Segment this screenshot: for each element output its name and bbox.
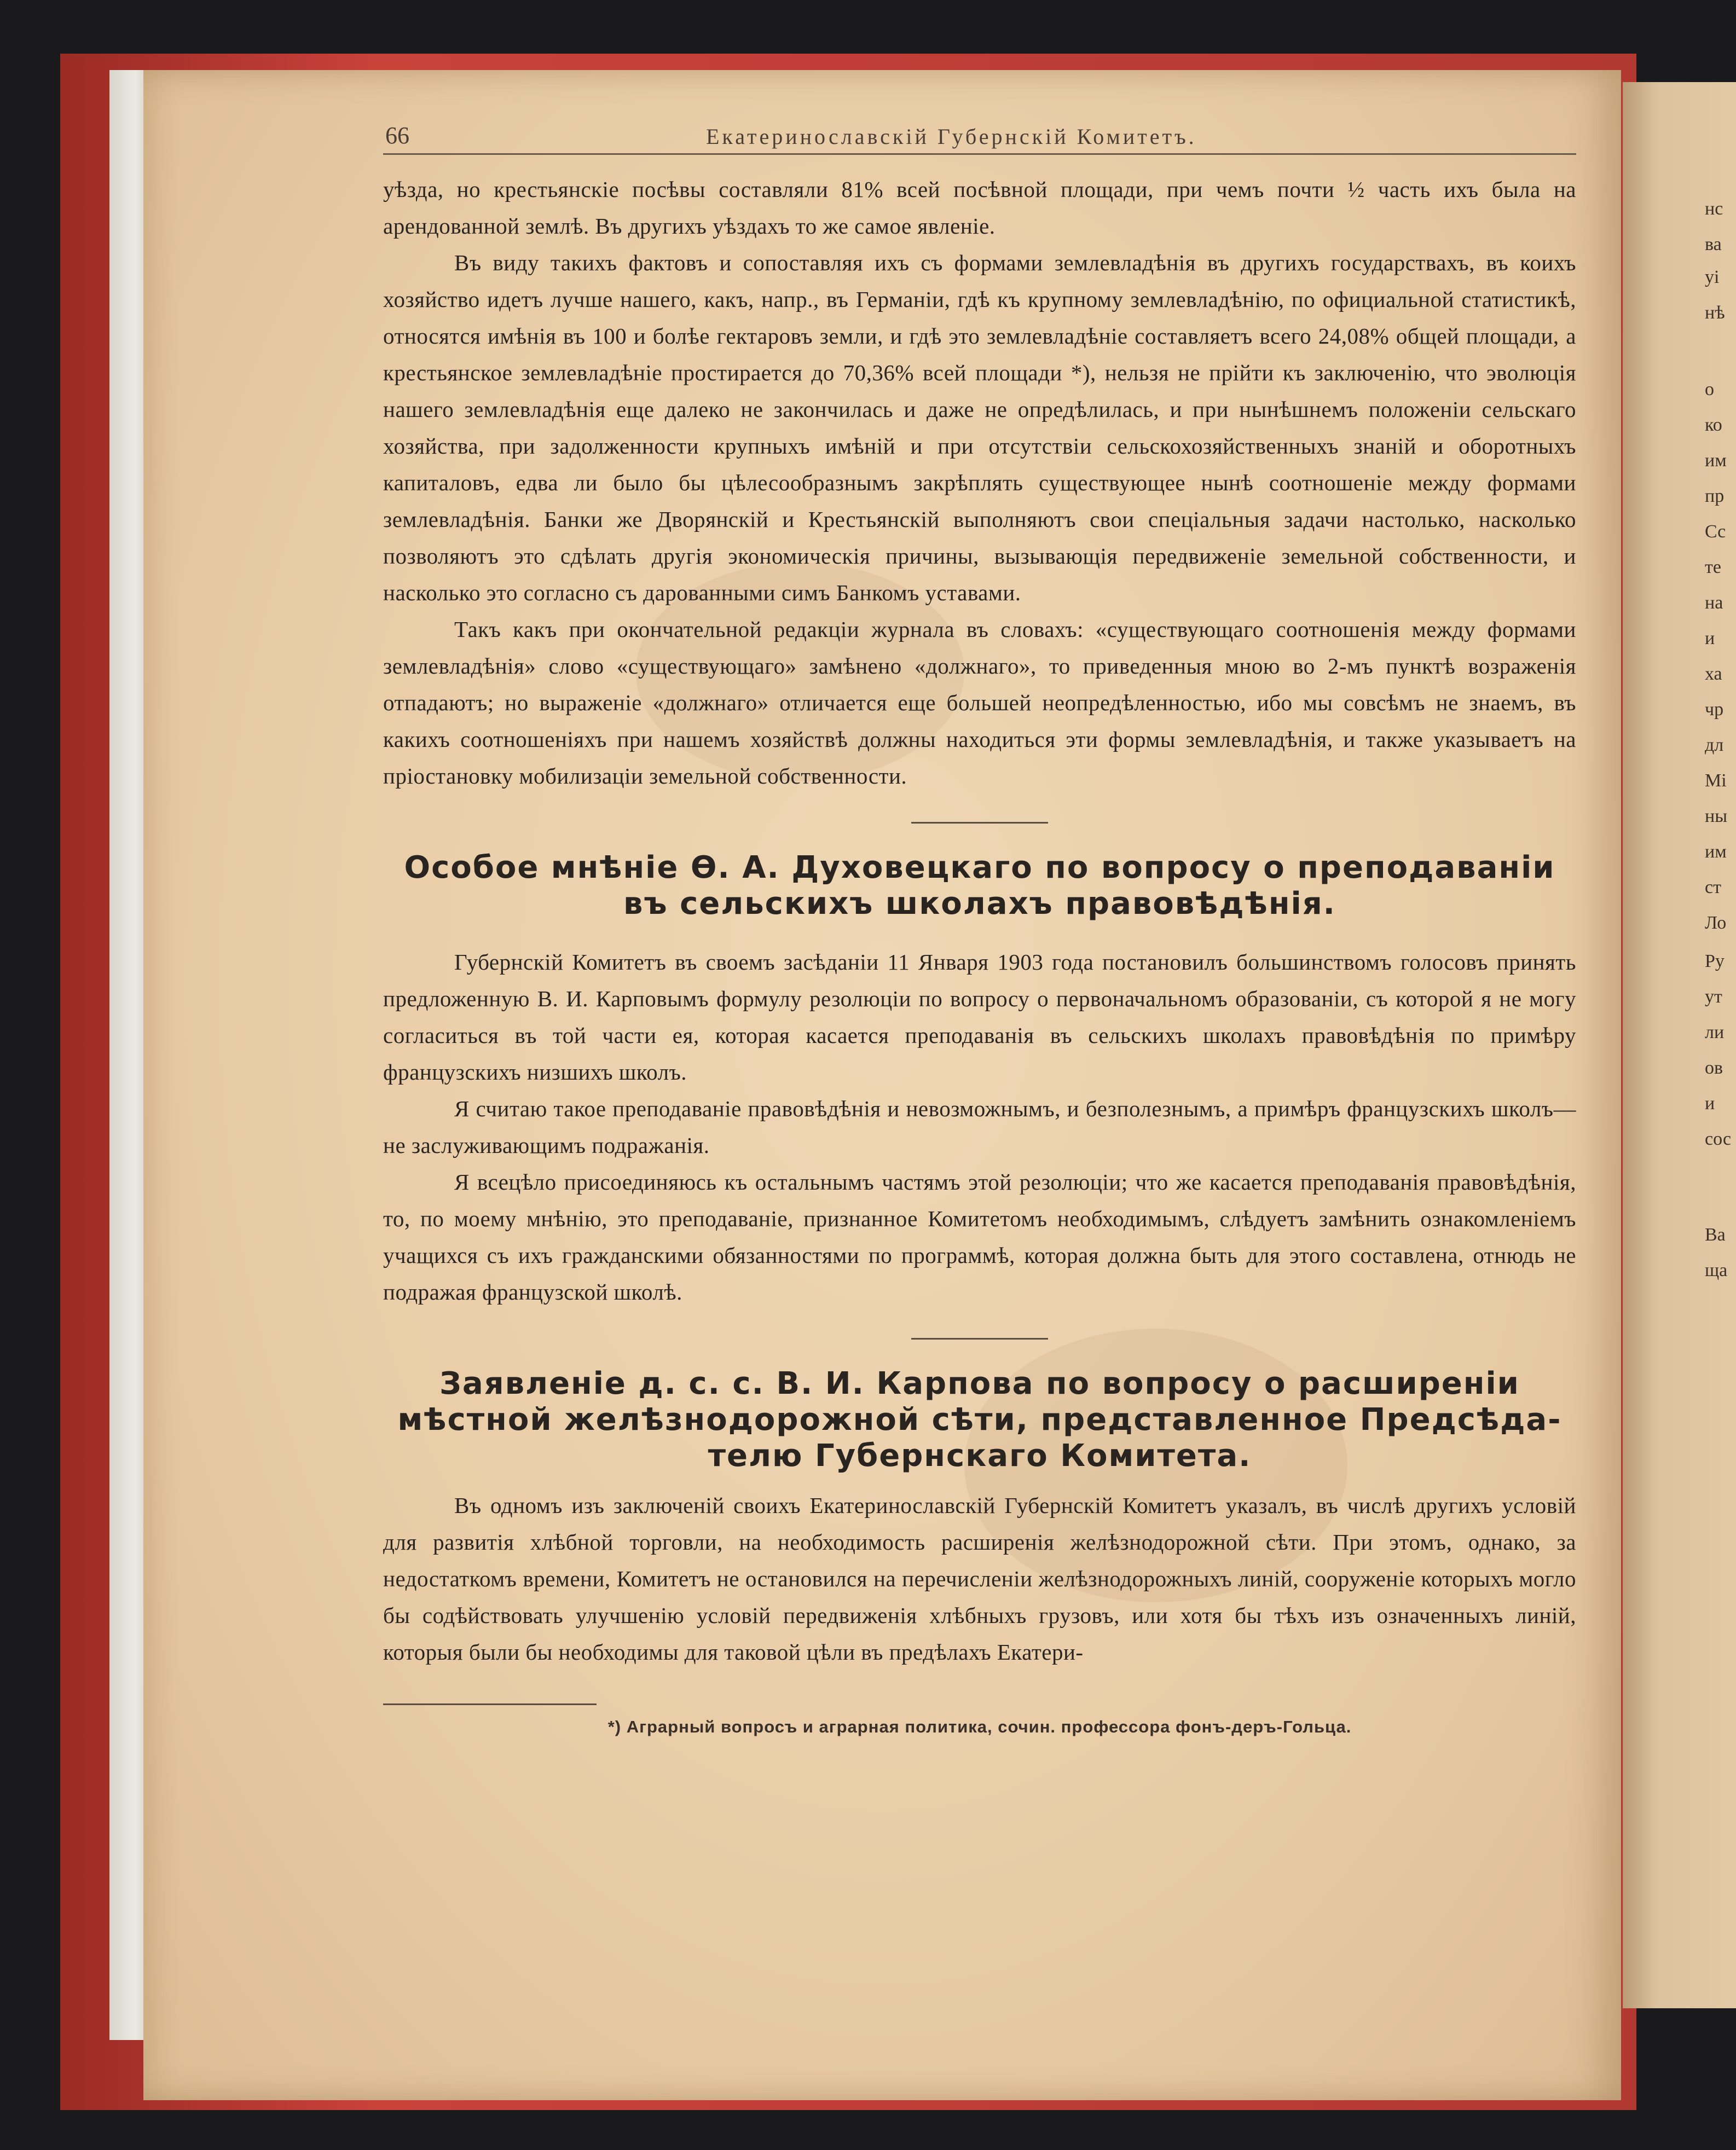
next-page-fragment: ща	[1705, 1260, 1728, 1280]
footnote: *) Аграрный вопросъ и аграрная политика, сочин. профессора фонъ-деръ-Гольца.	[607, 1717, 1352, 1736]
footnote-divider	[383, 1703, 597, 1705]
page-number: 66	[385, 122, 409, 149]
next-page-fragment: ст	[1705, 877, 1721, 897]
section-continued-text	[383, 171, 1576, 795]
heading-line: телю Губернскаго Комитета.	[708, 1438, 1252, 1474]
next-page-fragment: ко	[1705, 415, 1722, 435]
next-page-fragment: ва	[1705, 234, 1722, 254]
section-heading	[383, 1366, 1576, 1474]
section-dukhovetsky-opinion	[383, 850, 1576, 1311]
next-page-fragment: и	[1705, 1093, 1715, 1114]
next-page-fragment: нс	[1705, 199, 1723, 219]
next-page-fragment: и	[1705, 628, 1715, 648]
paragraph: Такъ какъ при окончательной редакціи журнала въ словахъ: «существующаго соотношенія между формами землевладѣнія» слово «существующаго» замѣнено «должнаго», то приведенныя мною во 2-мъ пунктѣ возраженія отпадаютъ; но выраженіе «должнаго» отличается еще большей неопредѣленностью, ибо мы совсѣмъ не знаемъ, въ какихъ соотношеніяхъ при нашемъ хозяйствѣ должны находиться эти формы землевладѣнія, и также указываетъ на пріостановку мобилизаціи земельной собственности.	[383, 617, 1576, 789]
paragraph: Губернскій Комитетъ въ своемъ засѣданіи 11 Января 1903 года постановилъ большинствомъ голосовъ принять предложенную В. И. Карповымъ формулу резолюціи по вопросу о первоначальномъ образованіи, съ которой я не могу согласиться въ той части ея, которая касается преподаванія въ сельскихъ школахъ правовѣдѣнія по примѣру французскихъ низшихъ школъ.	[383, 949, 1576, 1085]
next-page-fragment: уі	[1705, 267, 1720, 287]
running-title: Екатеринославскій Губернскій Комитетъ.	[706, 124, 1197, 149]
next-page-fragment: на	[1705, 593, 1723, 613]
next-page-fragment: ов	[1705, 1058, 1723, 1078]
next-page-fragment: сос	[1705, 1129, 1732, 1149]
next-page-fragment: Ва	[1705, 1225, 1726, 1245]
next-page-fragment: Ру	[1705, 951, 1725, 971]
next-page-fragment: нѣ	[1705, 303, 1725, 323]
paragraph: Я всецѣло присоединяюсь къ остальнымъ частямъ этой резолюціи; что же касается преподаванія правовѣдѣнія, то, по моему мнѣнію, это преподаваніе, признанное Комитетомъ необходимымъ, слѣдуетъ замѣнить ознакомленіемъ учащихся съ ихъ гражданскими обязанностями по программѣ, которая должна быть для этого составлена, отнюдь не подражая французской школѣ.	[383, 1169, 1576, 1305]
next-page-fragment: ны	[1705, 806, 1728, 826]
heading-line: Заявленіе д. с. с. В. И. Карпова по вопросу о расширеніи	[439, 1366, 1520, 1401]
next-page-edge	[1623, 82, 1736, 2008]
heading-line: Особое мнѣніе Ѳ. А. Духовецкаго по вопросу о преподаваніи	[404, 850, 1555, 885]
next-page-fragment: ли	[1705, 1022, 1725, 1042]
paragraph: Въ виду такихъ фактовъ и сопоставляя ихъ съ формами землевладѣнія въ другихъ государствахъ, въ коихъ хозяйство идетъ лучше нашего, какъ, напр., въ Германіи, гдѣ къ крупному землевладѣнію, по официальной статистикѣ, относятся имѣнія въ 100 и болѣе гектаровъ земли, и гдѣ это землевладѣніе составляетъ всего 24,08% общей площади, а крестьянское землевладѣніе простирается до 70,36% всей площади *), нельзя не прійти къ заключенію, что эволюція нашего землевладѣнія еще далеко не закончилась и даже не опредѣлилась, и при нынѣшнемъ положеніи сельскаго хозяйства, при задолженности крупныхъ имѣній и при отсутствіи сельскохозяйственныхъ знаній и оборотныхъ капиталовъ, едва ли было бы цѣлесообразнымъ закрѣплять существующее нынѣ соотношеніе между формами землевладѣнія. Банки же Дворянскій и Крестьянскій выполняютъ свои спеціальныя задачи настолько, насколько позволяютъ это сдѣлать другія экономическія причины, вызывающія передвиженіе земельной собственности, и насколько это согласно съ дарованными симъ Банкомъ уставами.	[383, 250, 1576, 605]
paragraph: Въ одномъ изъ заключеній своихъ Екатеринославскій Губернскій Комитетъ указалъ, въ числѣ другихъ условій для развитія хлѣбной торговли, на необходимость расширенія желѣзнодорожной сѣти. При этомъ, однако, за недостаткомъ времени, Комитетъ не остановился на перечисленіи желѣзнодорожныхъ линій, сооруженіе которыхъ могло бы содѣйствовать улучшенію условій передвиженія хлѣбныхъ грузовъ, или хотя бы тѣхъ изъ означенныхъ линій, которыя были бы необходимы для таковой цѣли въ предѣлахъ Екатери-	[383, 1493, 1576, 1665]
section-heading	[383, 850, 1576, 922]
next-page-fragment: ут	[1705, 987, 1722, 1007]
next-page-fragment: Сс	[1705, 521, 1726, 542]
next-page-fragment: пр	[1705, 486, 1725, 506]
section-divider	[911, 1338, 1048, 1340]
next-page-fragment: те	[1705, 557, 1721, 577]
running-header	[383, 109, 1576, 155]
section-karpov-statement	[383, 1366, 1576, 1671]
next-page-fragment: им	[1705, 450, 1727, 471]
next-page-fragment: Мі	[1705, 770, 1727, 791]
next-page-fragment: Ло	[1705, 913, 1727, 933]
heading-line: мѣстной желѣзнодорожной сѣти, представленное Предсѣда-	[397, 1402, 1562, 1438]
next-page-fragment: им	[1705, 842, 1727, 862]
heading-line: въ сельскихъ школахъ правовѣдѣнія.	[623, 886, 1336, 922]
next-page-fragment: дл	[1705, 735, 1724, 755]
next-page-fragment: о	[1705, 379, 1714, 399]
page-content	[383, 109, 1576, 1737]
paragraph: Я считаю такое преподаваніе правовѣдѣнія и невозможнымъ, и безполезнымъ, а примѣръ французскихъ школъ—не заслуживающимъ подражанія.	[383, 1096, 1576, 1158]
next-page-fragment: чр	[1705, 699, 1724, 720]
paragraph: уѣзда, но крестьянскіе посѣвы составляли 81% всей посѣвной площади, при чемъ почти ½ часть ихъ была на арендованной землѣ. Въ другихъ уѣздахъ то же самое явленіе.	[383, 177, 1576, 239]
section-divider	[911, 822, 1048, 824]
next-page-fragment: ха	[1705, 664, 1722, 684]
